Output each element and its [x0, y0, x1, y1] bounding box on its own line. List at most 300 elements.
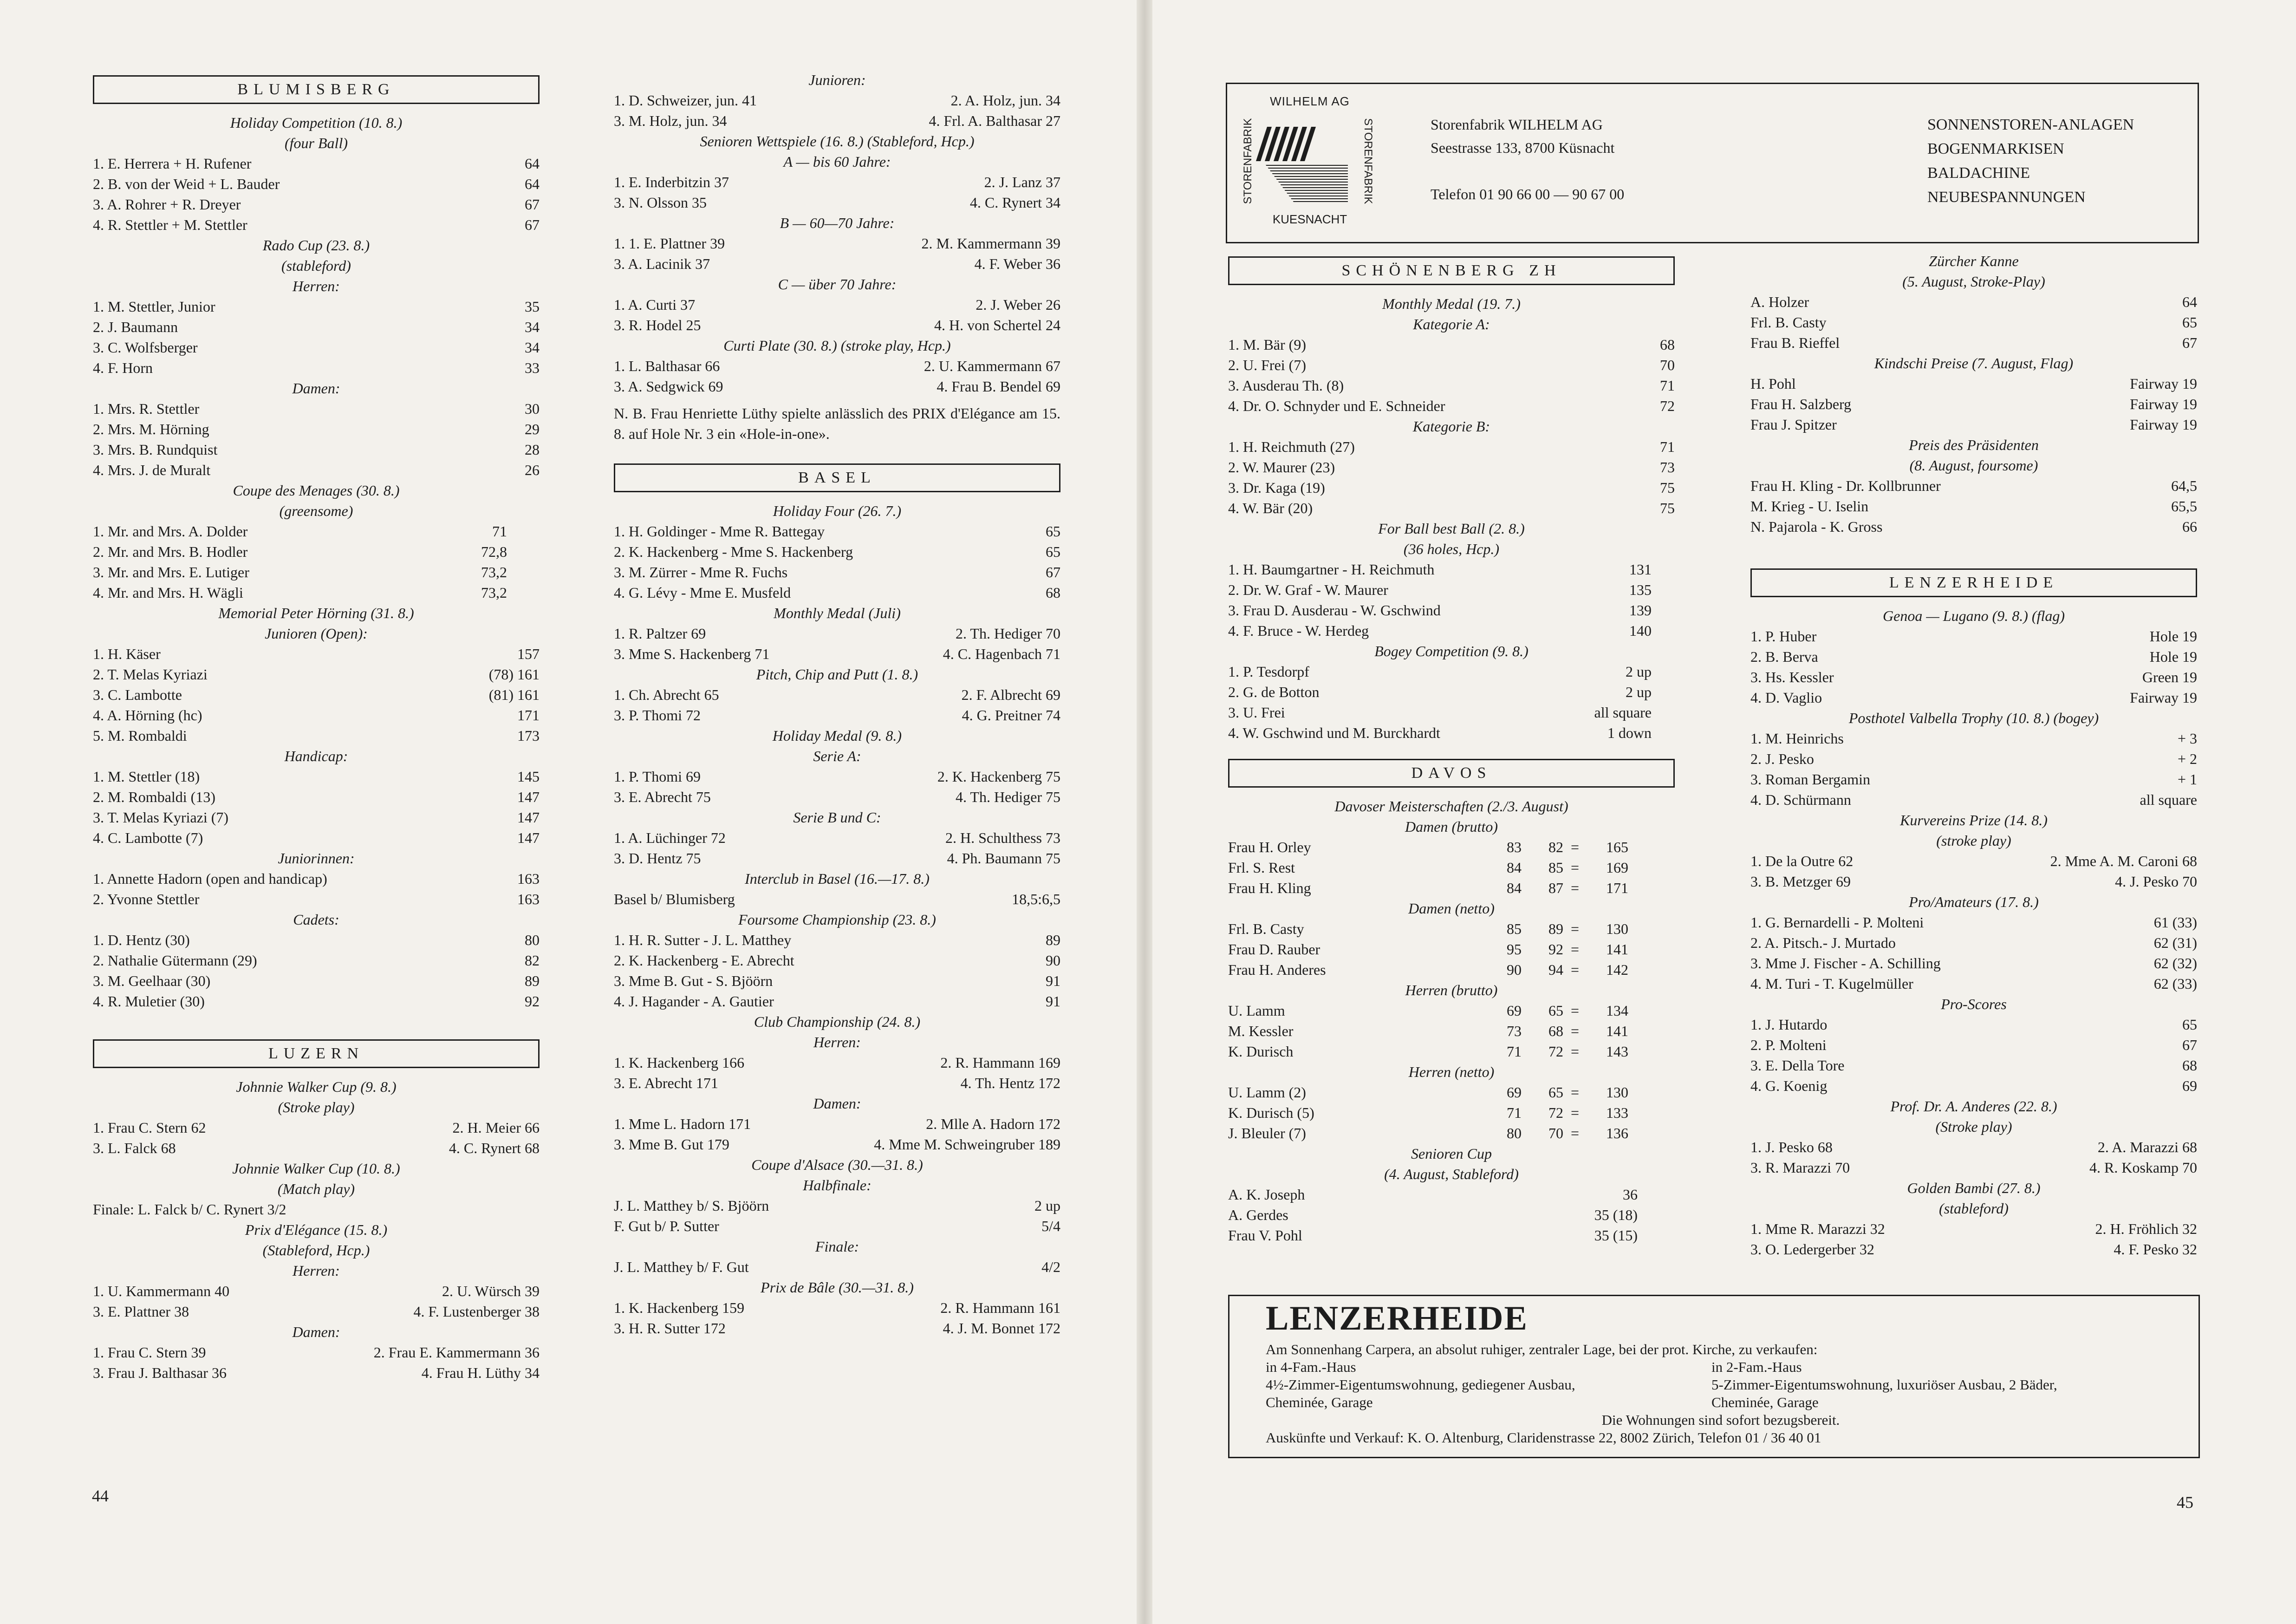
result-right: 2. Mme A. M. Caroni 68 [2050, 853, 2197, 869]
event-subtitle: (stroke play) [1936, 832, 2011, 849]
round-1-score: 83 [1507, 839, 1522, 855]
result-name: A. Holzer [1750, 293, 1809, 310]
result-list [614, 1257, 1060, 1277]
equals-sign: = [1570, 961, 1580, 978]
result-name: 1. J. Hutardo [1750, 1016, 1828, 1033]
result-name: 2. K. Hackenberg - Mme S. Hackenberg [614, 543, 853, 560]
result-name: 2. B. Berva [1750, 648, 1818, 665]
result-row [93, 358, 540, 378]
result-name: Frau H. Kling - Dr. Kollbrunner [1750, 477, 1941, 494]
result-row [1228, 477, 1675, 498]
result-left: 1. J. Pesko 68 [1750, 1139, 1833, 1155]
result-name: 1. M. Stettler, Junior [93, 298, 215, 315]
storen-services [1927, 113, 2134, 209]
score-row [1228, 919, 1675, 939]
result-row [1750, 1055, 2197, 1076]
round-scores [1484, 919, 1675, 939]
result-right: 4. Mme M. Schweingruber 189 [874, 1136, 1060, 1153]
result-left: 1. Ch. Abrecht 65 [614, 686, 719, 703]
round-1-score: 85 [1507, 920, 1522, 937]
result-name: 4. G. Lévy - Mme E. Musfeld [614, 584, 791, 601]
result-score: 26 [525, 462, 540, 478]
round-scores [1484, 939, 1675, 959]
offer-extras: Cheminée, Garage [1266, 1394, 1373, 1410]
result-score: 68 [2182, 1057, 2197, 1074]
section-header-blumisberg: BLUMISBERG [93, 75, 540, 104]
result-score: 64 [2182, 293, 2197, 310]
result-row [1750, 414, 2197, 435]
result-left: 3. R. Hodel 25 [614, 317, 701, 333]
result-left: 3. A. Lacinik 37 [614, 255, 710, 272]
equals-sign: = [1570, 1002, 1580, 1019]
event-subtitle: (Stroke play) [278, 1099, 355, 1115]
result-score: 69 [2182, 1077, 2197, 1094]
result-name: 1. H. Reichmuth (27) [1228, 438, 1355, 455]
service-item: BOGENMARKISEN [1927, 140, 2064, 157]
result-row [614, 541, 1060, 562]
result-score: 62 (33) [2153, 975, 2197, 992]
storen-contact [1431, 113, 1624, 206]
event-subtitle: (5. August, Stroke-Play) [1902, 273, 2045, 290]
result-row [1750, 476, 2197, 496]
result-row [93, 930, 540, 950]
company-address: Seestrasse 133, 8700 Küsnacht [1431, 139, 1615, 156]
result-row [93, 460, 540, 480]
result-score: 64,5 [2171, 477, 2197, 494]
result-row [93, 889, 540, 909]
result-score: 18,5:6,5 [1012, 891, 1060, 907]
player-name: Frau H. Kling [1228, 880, 1311, 896]
result-left: 1. Mme R. Marazzi 32 [1750, 1220, 1885, 1237]
result-score: 163 [517, 870, 540, 887]
offer-heading: in 2-Fam.-Haus [1711, 1359, 1802, 1375]
total-score: 134 [1606, 1002, 1628, 1019]
event-title: Holiday Four (26. 7.) [773, 502, 902, 519]
result-score: 29 [525, 421, 540, 437]
result-score: 66 [2182, 518, 2197, 535]
result-row [614, 582, 1060, 603]
result-right: 2. A. Marazzi 68 [2097, 1139, 2197, 1155]
result-score: 89 [1046, 932, 1060, 948]
result-score: 65,5 [2171, 498, 2197, 515]
awning-icon [1264, 163, 1348, 202]
company-phone: Telefon 01 90 66 00 — 90 67 00 [1431, 186, 1625, 202]
result-left: 3. H. R. Sutter 172 [614, 1320, 726, 1337]
result-row [93, 725, 540, 746]
result-left: 3. Mme S. Hackenberg 71 [614, 646, 770, 662]
round-scores [1484, 1000, 1675, 1021]
result-name: A. Gerdes [1228, 1207, 1288, 1223]
result-name: 2. Nathalie Gütermann (29) [93, 952, 257, 969]
result-pair-row [614, 1134, 1060, 1154]
category-label: Kategorie B: [1412, 418, 1490, 435]
result-right: 2. Th. Hediger 70 [955, 625, 1060, 642]
round-1-score: 71 [1507, 1104, 1522, 1121]
event-title: Rado Cup (23. 8.) [262, 237, 370, 254]
event-title: Prof. Dr. A. Anderes (22. 8.) [1890, 1098, 2057, 1115]
result-left: 3. N. Olsson 35 [614, 194, 707, 211]
result-score: 73,2 [481, 564, 507, 580]
result-row [1750, 687, 2197, 708]
total-score: 169 [1606, 859, 1628, 876]
result-score: 139 [1629, 602, 1652, 619]
offer-extras: Cheminée, Garage [1711, 1394, 1819, 1410]
result-score: 33 [525, 359, 540, 376]
result-right: 2. H. Meier 66 [452, 1119, 540, 1136]
result-name: 4. G. Koenig [1750, 1077, 1828, 1094]
player-name: Frl. S. Rest [1228, 859, 1295, 876]
category-label: Herren: [813, 1034, 861, 1050]
equals-sign: = [1570, 1043, 1580, 1060]
result-pair-row [614, 828, 1060, 848]
result-name: 4. R. Muletier (30) [93, 993, 205, 1010]
result-row [93, 562, 540, 582]
result-row [93, 971, 540, 991]
result-row [614, 1195, 1060, 1216]
hole-in-one-note: N. B. Frau Henriette Lüthy spielte anlässlich des PRIX d'Elégance am 15. 8. auf Hole Nr. 3 ein «Hole-in-one». [614, 405, 1060, 442]
right-column-1 [1228, 251, 1675, 1246]
category-label: Finale: [815, 1238, 859, 1255]
result-right: 4. H. von Schertel 24 [934, 317, 1060, 333]
result-left: 3. R. Marazzi 70 [1750, 1159, 1850, 1176]
result-score: Fairway 19 [2130, 689, 2197, 706]
event-title: Pro-Scores [1941, 996, 2007, 1012]
result-name: 3. Mrs. B. Rundquist [93, 441, 218, 458]
total-score: 136 [1606, 1125, 1628, 1141]
result-score: + 1 [2177, 771, 2197, 788]
result-row [93, 807, 540, 828]
logo-text-right: STORENFABRIK [1362, 118, 1374, 204]
service-item: BALDACHINE [1927, 164, 2030, 182]
result-left: 1. E. Inderbitzin 37 [614, 174, 729, 190]
player-name: U. Lamm (2) [1228, 1084, 1306, 1101]
result-row [93, 705, 540, 725]
event-title: Club Championship (24. 8.) [754, 1013, 921, 1030]
result-score: 90 [1046, 952, 1060, 969]
result-name: H. Pohl [1750, 375, 1796, 392]
result-list [1750, 476, 2197, 537]
result-pair-row [614, 315, 1060, 335]
category-label: C — über 70 Jahre: [778, 276, 897, 293]
result-row [93, 174, 540, 194]
result-right: 2. J. Lanz 37 [984, 174, 1060, 190]
result-row [1228, 1184, 1675, 1205]
event-title: Senioren Wettspiele (16. 8.) (Stableford, Hcp.) [700, 133, 975, 150]
result-right: 2. F. Albrecht 69 [961, 686, 1060, 703]
result-name: 3. Ausderau Th. (8) [1228, 377, 1344, 394]
result-name: 2. U. Frei (7) [1228, 357, 1306, 373]
result-score: 65 [2182, 314, 2197, 331]
result-row [1228, 682, 1675, 702]
result-score: 171 [517, 707, 540, 724]
result-row [93, 868, 540, 889]
result-score: 89 [525, 972, 540, 989]
category-label: Kategorie A: [1413, 316, 1490, 333]
total-score: 171 [1606, 880, 1628, 896]
result-list [93, 930, 540, 1011]
result-score: 68 [1046, 584, 1060, 601]
result-row [1750, 516, 2197, 537]
result-pair-row [93, 1138, 540, 1158]
equals-sign: = [1570, 920, 1580, 937]
result-name: 2. Dr. W. Graf - W. Maurer [1228, 581, 1388, 598]
result-row [1750, 1035, 2197, 1055]
result-pair-row [614, 705, 1060, 725]
result-list [614, 1298, 1060, 1338]
result-name: 4. W. Bär (20) [1228, 500, 1313, 516]
result-left: 3. L. Falck 68 [93, 1140, 176, 1156]
result-name: 1. Mrs. R. Stettler [93, 400, 200, 417]
round-2-score: 65 [1548, 1084, 1563, 1101]
total-score: 130 [1606, 1084, 1628, 1101]
result-row [1228, 580, 1675, 600]
category-label: Serie A: [813, 748, 861, 764]
result-left: 1. A. Lüchinger 72 [614, 829, 726, 846]
result-left: 1. R. Paltzer 69 [614, 625, 706, 642]
score-row [1228, 1082, 1675, 1102]
result-right: 4. C. Rynert 68 [449, 1140, 540, 1156]
event-title: Zürcher Kanne [1929, 253, 2019, 269]
event-title: For Ball best Ball (2. 8.) [1378, 520, 1525, 537]
result-right: 4. F. Lustenberger 38 [413, 1303, 540, 1320]
result-pair-row [614, 685, 1060, 705]
result-name: 4. M. Turi - T. Kugelmüller [1750, 975, 1913, 992]
category-label: Junioren: [808, 72, 866, 88]
result-row [93, 950, 540, 971]
ad-body [1266, 1341, 2176, 1447]
result-score: 64 [525, 176, 540, 192]
result-pair-row [614, 233, 1060, 254]
result-pair-row [614, 376, 1060, 397]
result-score: 92 [525, 993, 540, 1010]
result-score: 1 down [1607, 724, 1652, 741]
result-score: Fairway 19 [2130, 396, 2197, 412]
event-subtitle: (Match play) [277, 1180, 355, 1197]
result-name: 2. J. Pesko [1750, 750, 1814, 767]
result-row [1228, 457, 1675, 477]
result-list [93, 521, 540, 603]
result-row [1750, 933, 2197, 953]
round-2-score: 94 [1548, 961, 1563, 978]
result-score: all square [1594, 704, 1652, 721]
round-1-score: 95 [1507, 941, 1522, 958]
category-label: Cadets: [293, 911, 339, 928]
result-name: 2. P. Molteni [1750, 1037, 1827, 1053]
lenzerheide-advertisement [1228, 1295, 2200, 1458]
result-score: 62 (32) [2153, 955, 2197, 972]
result-name: 4. F. Horn [93, 359, 153, 376]
result-name: 3. T. Melas Kyriazi (7) [93, 809, 229, 826]
result-name: 4. Mr. and Mrs. H. Wägli [93, 584, 243, 601]
result-row [1228, 559, 1675, 580]
result-list [1228, 559, 1675, 641]
result-score: + 3 [2177, 730, 2197, 747]
result-row [614, 1216, 1060, 1236]
result-right: 4. Ph. Baumann 75 [947, 850, 1060, 867]
result-left: 1. Mme L. Hadorn 171 [614, 1115, 751, 1132]
result-row [614, 1257, 1060, 1277]
player-name: K. Durisch [1228, 1043, 1294, 1060]
round-1-score: 84 [1507, 859, 1522, 876]
result-row [614, 950, 1060, 971]
result-row [1750, 646, 2197, 667]
result-row [1228, 620, 1675, 641]
total-score: 142 [1606, 961, 1628, 978]
result-left: 3. A. Sedgwick 69 [614, 378, 723, 395]
result-name: 4. Dr. O. Schnyder und E. Schneider [1228, 398, 1445, 414]
result-score: 147 [517, 829, 540, 846]
result-row [93, 664, 540, 685]
total-score: 141 [1606, 1023, 1628, 1039]
result-name: 3. Roman Bergamin [1750, 771, 1871, 788]
event-subtitle: (stableford) [281, 257, 351, 274]
page-number-right: 45 [2177, 1493, 2193, 1512]
company-name: Storenfabrik WILHELM AG [1431, 116, 1603, 133]
result-list [1228, 334, 1675, 416]
equals-sign: = [1570, 1104, 1580, 1121]
result-name: 2. K. Hackenberg - E. Abrecht [614, 952, 794, 969]
score-row [1228, 959, 1675, 980]
category-label: Damen: [292, 1324, 340, 1340]
result-left: 3. P. Thomi 72 [614, 707, 701, 724]
result-pair-row [93, 1342, 540, 1363]
result-name: 2. Yvonne Stettler [93, 891, 200, 907]
result-row [93, 317, 540, 337]
result-right: 4. C. Hagenbach 71 [943, 646, 1060, 662]
event-title: Holiday Competition (10. 8.) [230, 114, 403, 131]
result-name: 1. G. Bernardelli - P. Molteni [1750, 914, 1924, 931]
result-score: 34 [525, 319, 540, 335]
result-name: 3. C. Wolfsberger [93, 339, 198, 356]
result-left: 1. D. Schweizer, jun. 41 [614, 92, 757, 109]
result-right: 2. Frau E. Kammermann 36 [373, 1344, 540, 1361]
result-row [93, 644, 540, 664]
result-row [93, 541, 540, 562]
score-row [1228, 1021, 1675, 1041]
book-gutter [1137, 0, 1152, 1624]
logo-text-left: STORENFABRIK [1242, 118, 1254, 204]
category-label: Serie B und C: [793, 809, 881, 826]
final-result: Finale: L. Falck b/ C. Rynert 3/2 [93, 1201, 286, 1218]
event-title: Johnnie Walker Cup (10. 8.) [232, 1160, 400, 1177]
result-pair-row [614, 848, 1060, 868]
result-name: Frau B. Rieffel [1750, 334, 1840, 351]
offer-2-fam-haus [1711, 1358, 2057, 1411]
event-title: Kurvereins Prize (14. 8.) [1900, 812, 2048, 828]
section-header-schoenenberg: SCHÖNENBERG ZH [1228, 256, 1675, 285]
result-pair-row [93, 1301, 540, 1322]
event-title: Golden Bambi (27. 8.) [1907, 1180, 2041, 1196]
category-label: Herren: [293, 278, 340, 294]
result-row [1750, 312, 2197, 333]
result-row [93, 582, 540, 603]
score-row [1228, 1123, 1675, 1143]
score-list [1228, 919, 1675, 980]
result-left: 3. O. Ledergerber 32 [1750, 1241, 1874, 1258]
event-subtitle: (8. August, foursome) [1909, 457, 2038, 474]
result-left: 3. B. Metzger 69 [1750, 873, 1851, 890]
player-name: U. Lamm [1228, 1002, 1285, 1019]
event-title: Senioren Cup [1411, 1145, 1492, 1162]
total-score: 143 [1606, 1043, 1628, 1060]
player-name: K. Durisch (5) [1228, 1104, 1314, 1121]
round-1-score: 80 [1507, 1125, 1522, 1141]
score-row [1228, 857, 1675, 878]
result-right: 2. U. Kammermann 67 [924, 358, 1060, 374]
result-name: 1. H. R. Sutter - J. L. Matthey [614, 932, 792, 948]
result-pair-row [1750, 1239, 2197, 1259]
round-2-score: 65 [1548, 1002, 1563, 1019]
result-row [93, 521, 540, 541]
section-header-luzern: LUZERN [93, 1039, 540, 1068]
event-title: Pitch, Chip and Putt (1. 8.) [756, 666, 918, 683]
equals-sign: = [1570, 941, 1580, 958]
result-name: 4. J. Hagander - A. Gautier [614, 993, 774, 1010]
result-list [614, 521, 1060, 603]
event-title: Posthotel Valbella Trophy (10. 8.) (bogey) [1848, 710, 2099, 726]
result-score: 67 [2182, 334, 2197, 351]
result-name: Basel b/ Blumisberg [614, 891, 735, 907]
result-list [93, 868, 540, 909]
result-score: Hole 19 [2149, 628, 2197, 645]
result-name: 1. E. Herrera + H. Rufener [93, 155, 252, 172]
result-row [1750, 292, 2197, 312]
event-title: Memorial Peter Hörning (31. 8.) [218, 605, 414, 621]
result-right: 2. A. Holz, jun. 34 [950, 92, 1060, 109]
result-name: 4. D. Vaglio [1750, 689, 1822, 706]
result-pair-row [614, 623, 1060, 644]
result-name: 1. P. Tesdorpf [1228, 663, 1309, 680]
ad-title: LENZERHEIDE [1266, 1299, 1528, 1337]
result-name: 2. Mr. and Mrs. B. Hodler [93, 543, 248, 560]
result-score: 82 [525, 952, 540, 969]
result-pair-row [614, 294, 1060, 315]
total-score: 165 [1606, 839, 1628, 855]
result-right: 4. F. Weber 36 [974, 255, 1060, 272]
result-list [1750, 626, 2197, 708]
ad-contact: Auskünfte und Verkauf: K. O. Altenburg, Claridenstrasse 22, 8002 Zürich, Telefon 01 / 36 40 01 [1266, 1429, 1821, 1446]
result-score: 35 [525, 298, 540, 315]
event-subtitle: (36 holes, Hcp.) [1403, 541, 1500, 557]
result-list [614, 889, 1060, 909]
player-name: M. Kessler [1228, 1023, 1294, 1039]
result-list [1228, 1184, 1675, 1246]
result-row [93, 828, 540, 848]
score-row [1228, 878, 1675, 898]
result-score: 35 (18) [1594, 1207, 1638, 1223]
result-row [93, 787, 540, 807]
storen-logo [1240, 94, 1374, 229]
result-pair-row [1750, 1219, 2197, 1239]
result-name: 1. H. Käser [93, 646, 161, 662]
round-2-score: 72 [1548, 1043, 1563, 1060]
result-name: 1. M. Heinrichs [1750, 730, 1844, 747]
result-score: 4/2 [1041, 1259, 1060, 1275]
round-scores [1484, 837, 1675, 857]
result-row [1750, 394, 2197, 414]
result-row [93, 215, 540, 235]
result-score: 72,8 [481, 543, 507, 560]
result-name: 3. Dr. Kaga (19) [1228, 479, 1325, 496]
result-score: 2 up [1626, 663, 1652, 680]
result-pair-row [93, 1363, 540, 1383]
result-list [1750, 1219, 2197, 1259]
result-score: 36 [1623, 1186, 1638, 1203]
result-pair-row [614, 90, 1060, 111]
result-score: 67 [2182, 1037, 2197, 1053]
result-right: 2. R. Hammann 161 [940, 1299, 1060, 1316]
result-score: 65 [1046, 523, 1060, 540]
